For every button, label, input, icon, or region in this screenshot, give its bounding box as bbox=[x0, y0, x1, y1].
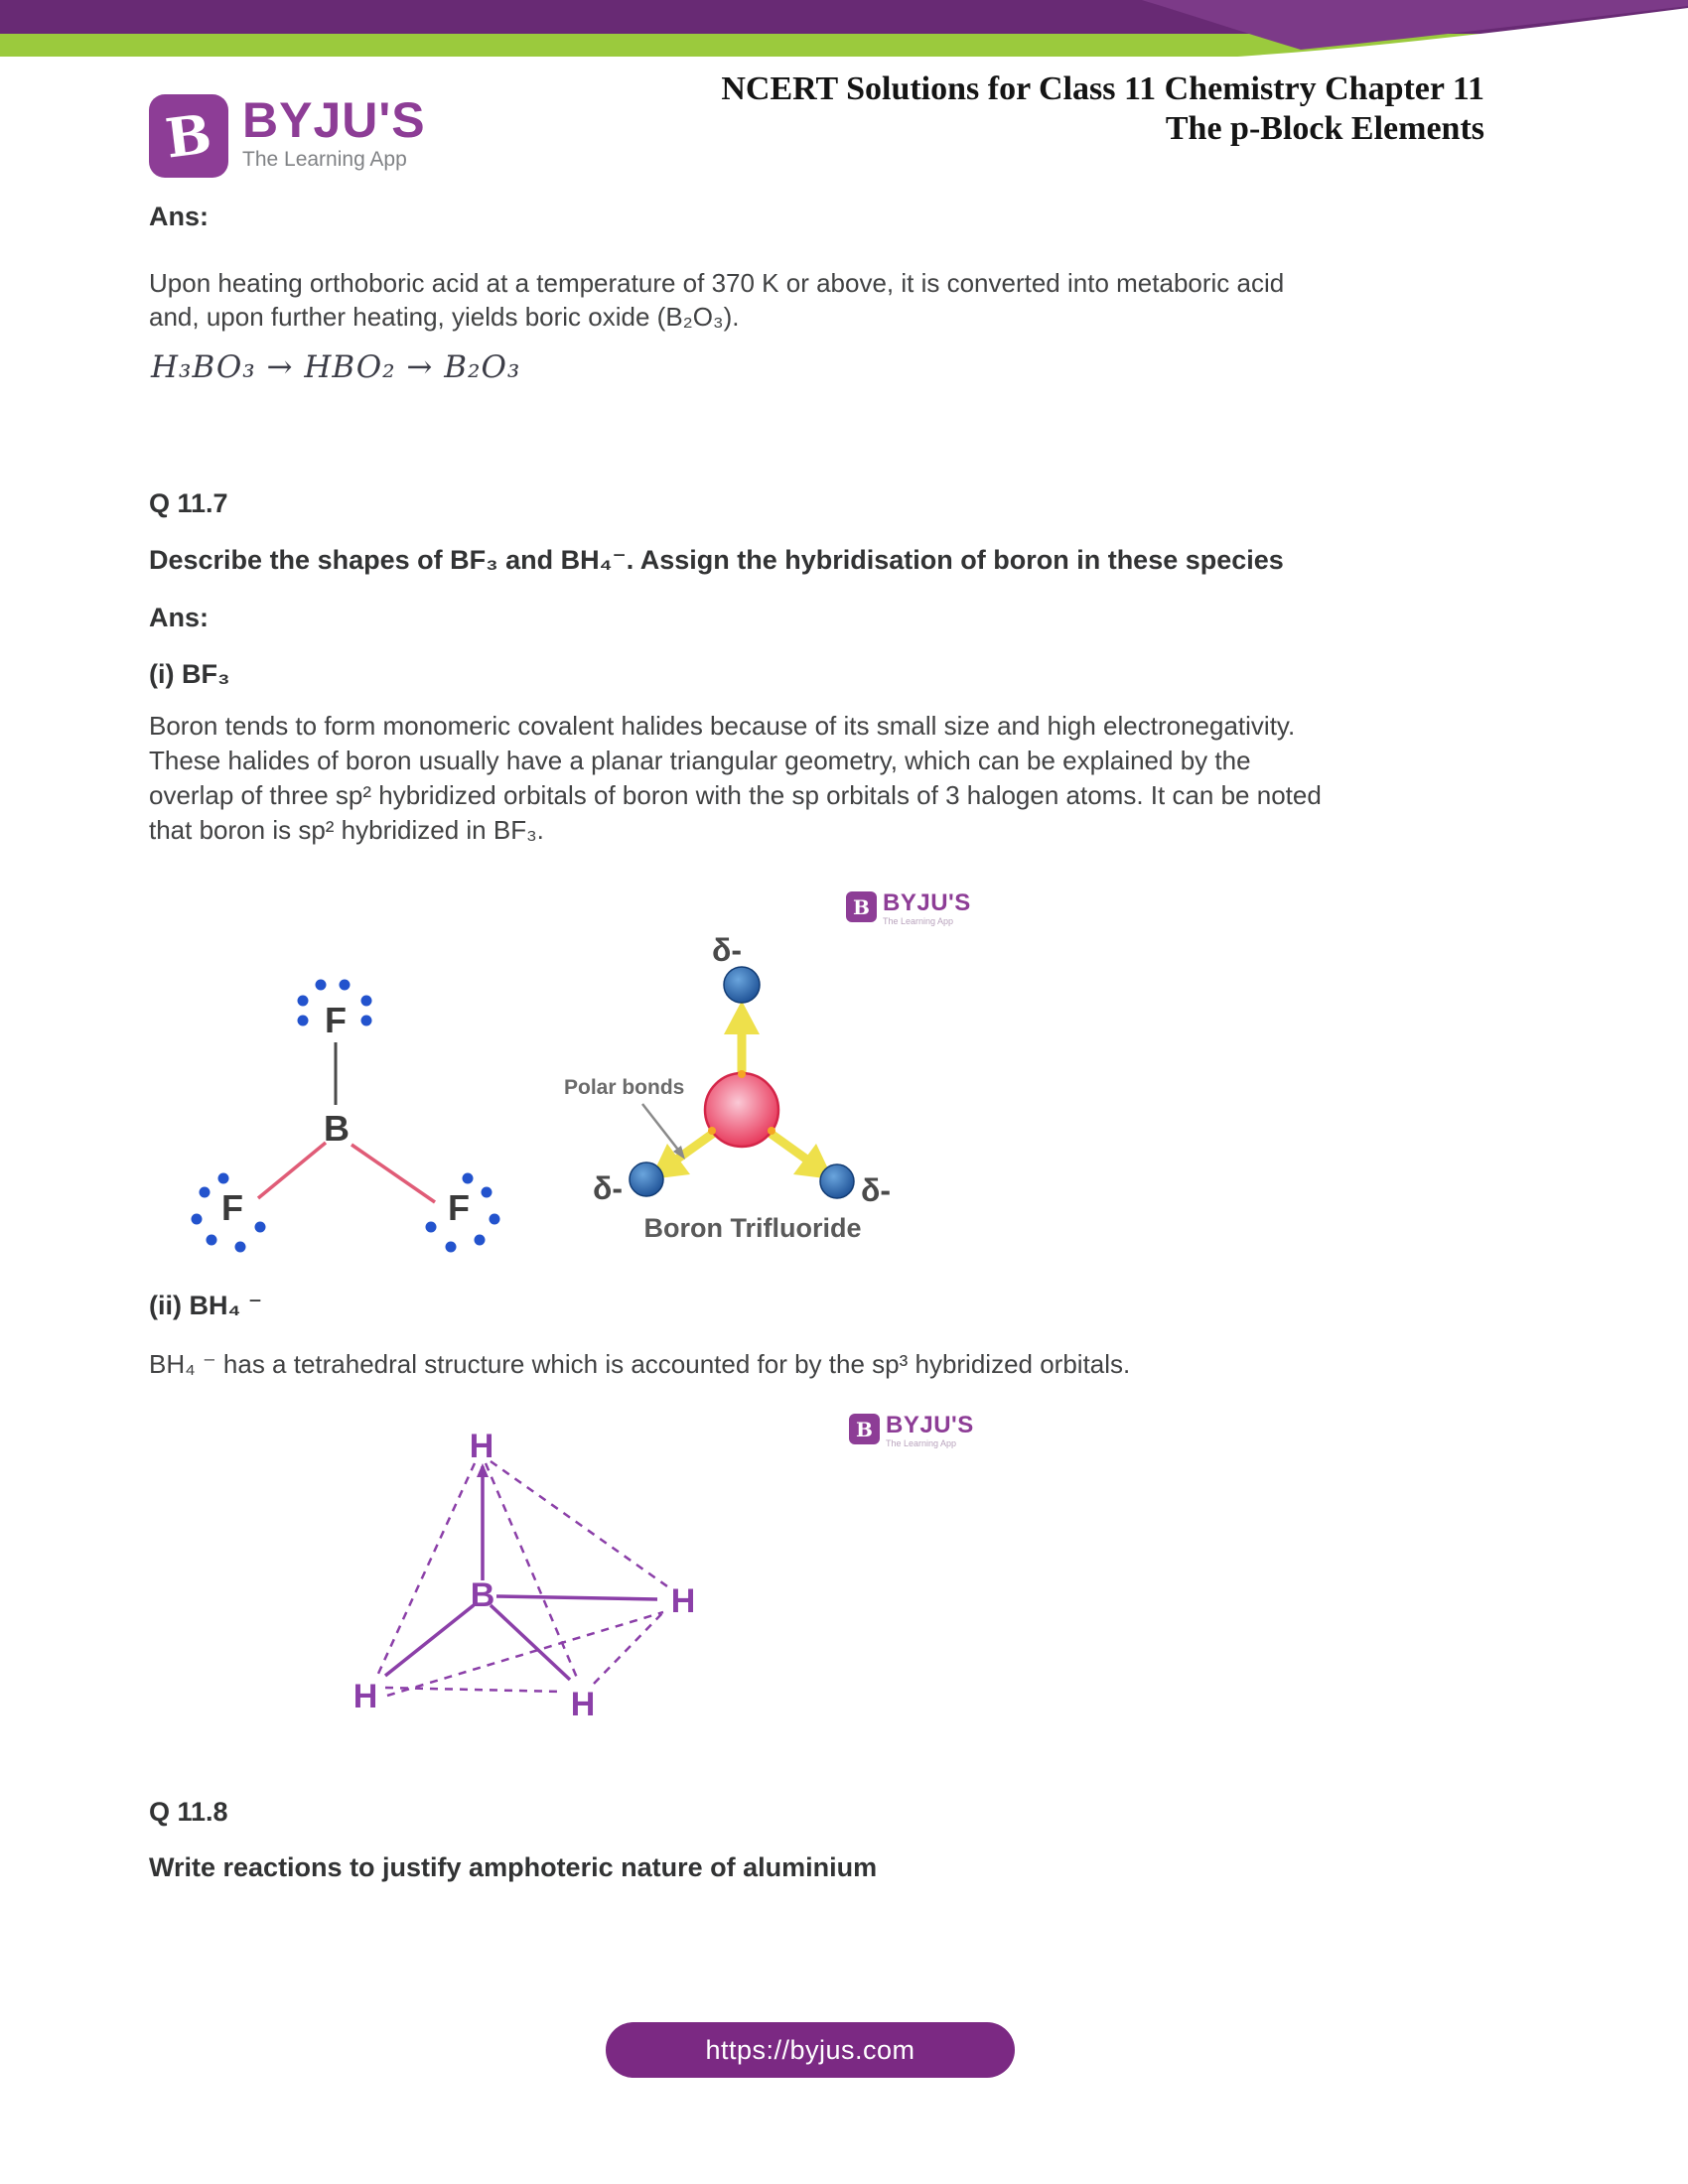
answer-label: Ans: bbox=[149, 202, 209, 231]
part-ii-text: BH₄ ⁻ has a tetrahedral structure which is accounted for by the sp³ hybridized orbitals. bbox=[149, 1349, 1131, 1379]
chemical-equation: H₃BO₃ → HBO₂ → B₂O₃ bbox=[151, 349, 521, 385]
polar-bonds-pointer-line bbox=[642, 1104, 681, 1154]
delta-minus-left: δ- bbox=[592, 1170, 624, 1206]
byjus-watermark bbox=[849, 1414, 974, 1448]
bh-solid-bonds bbox=[385, 1466, 657, 1680]
logo-brand-text: BYJU'S bbox=[242, 92, 426, 148]
title-line-1: NCERT Solutions for Class 11 Chemistry Chapter 11 bbox=[721, 70, 1484, 107]
logo-tagline: The Learning App bbox=[242, 148, 407, 171]
fluorine-atom-sphere-left bbox=[630, 1162, 663, 1196]
atom-labels bbox=[353, 1428, 696, 1723]
hydrogen-label-top: H bbox=[469, 1428, 494, 1465]
logo-b-glyph: B bbox=[162, 101, 215, 171]
part-i-paragraph bbox=[149, 709, 1559, 848]
byjus-watermark-icon bbox=[849, 1414, 880, 1444]
delta-minus-right: δ- bbox=[860, 1172, 892, 1208]
paragraph-line: overlap of three sp² hybridized orbitals of boron with the sp orbitals of 3 halogen atoms. It can be noted bbox=[149, 780, 1322, 810]
bf-bond-right bbox=[352, 1145, 435, 1202]
tetrahedron-dashed-edges bbox=[377, 1461, 667, 1696]
watermark-tagline: The Learning App bbox=[883, 916, 954, 926]
paragraph-line: and, upon further heating, yields boric oxide (B₂O₃). bbox=[149, 302, 740, 332]
paragraph-line: Boron tends to form monomeric covalent halides because of its small size and high electronegativity. bbox=[149, 711, 1296, 741]
watermark-tagline: The Learning App bbox=[886, 1438, 957, 1448]
fluorine-atom-sphere-top bbox=[724, 967, 760, 1003]
hydrogen-label-right: H bbox=[670, 1582, 696, 1620]
fluorine-label-right: F bbox=[448, 1187, 470, 1228]
question-number: Q 11.8 bbox=[149, 1797, 228, 1827]
hydrogen-label-left: H bbox=[352, 1678, 378, 1715]
watermark-brand: BYJU'S bbox=[886, 1412, 974, 1438]
diagram-caption: Boron Trifluoride bbox=[643, 1213, 862, 1243]
byjus-watermark-icon bbox=[846, 891, 877, 922]
watermark-b-glyph: B bbox=[856, 1417, 873, 1441]
bh4-tetrahedral-diagram bbox=[298, 1422, 774, 1739]
watermark-b-glyph: B bbox=[853, 894, 870, 919]
fluorine-atom-sphere-right bbox=[820, 1164, 854, 1198]
bf3-lewis-structure-diagram bbox=[169, 948, 546, 1266]
watermark-brand: BYJU'S bbox=[883, 889, 971, 916]
byjus-logo-icon bbox=[149, 94, 228, 178]
fluorine-label-left: F bbox=[221, 1187, 243, 1228]
byjus-url-button[interactable]: https://byjus.com bbox=[606, 2022, 1015, 2078]
polar-bonds-label: Polar bonds bbox=[564, 1076, 685, 1099]
paragraph-line: Upon heating orthoboric acid at a temperature of 370 K or above, it is converted into metaboric acid bbox=[149, 268, 1285, 298]
bf-bond-left bbox=[258, 1143, 326, 1198]
question-text: Describe the shapes of BF₃ and BH₄⁻. Assign the hybridisation of boron in these species bbox=[149, 545, 1284, 575]
boron-label: B bbox=[470, 1576, 495, 1614]
byjus-logo bbox=[149, 94, 426, 178]
part-i-heading: (i) BF₃ bbox=[149, 659, 230, 689]
answer-label: Ans: bbox=[149, 603, 209, 632]
hydrogen-label-bottom: H bbox=[570, 1686, 596, 1723]
boron-atom-sphere bbox=[705, 1073, 778, 1147]
question-number: Q 11.7 bbox=[149, 488, 228, 518]
paragraph-line: These halides of boron usually have a planar triangular geometry, which can be explained by the bbox=[149, 746, 1251, 775]
part-ii-heading: (ii) BH₄ ⁻ bbox=[149, 1291, 263, 1320]
paragraph-line: that boron is sp² hybridized in BF₃. bbox=[149, 815, 544, 845]
fluorine-label-top: F bbox=[325, 1000, 347, 1040]
question-text: Write reactions to justify amphoteric nature of aluminium bbox=[149, 1852, 878, 1882]
answer-paragraph bbox=[149, 266, 1559, 334]
delta-minus-top: δ- bbox=[711, 932, 743, 968]
boron-label: B bbox=[324, 1108, 350, 1149]
boron-trifluoride-polar-diagram bbox=[556, 923, 1013, 1266]
byjus-watermark bbox=[846, 891, 971, 926]
page-title bbox=[721, 69, 1484, 149]
title-line-2: The p-Block Elements bbox=[1165, 110, 1484, 147]
